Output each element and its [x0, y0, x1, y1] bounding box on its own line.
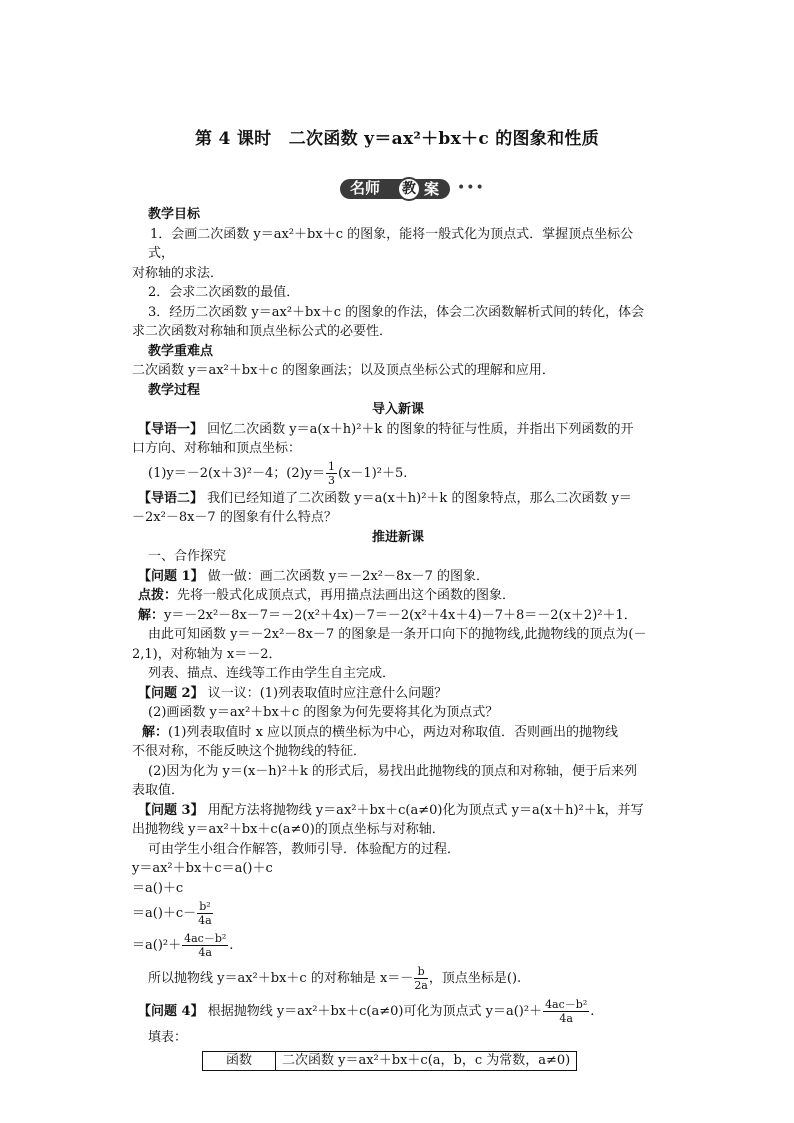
goal-3-cont: 求二次函数对称轴和顶点坐标公式的必要性． — [132, 324, 393, 339]
goal-3: 3．经历二次函数 y＝ax²＋bx＋c 的图象的作法，体会二次函数解析式间的转化，体会 — [148, 304, 645, 320]
goal-2: 2．会求二次函数的最值． — [148, 285, 300, 300]
banner-dots: ••• — [457, 180, 485, 196]
heading-teaching-goals: 教学目标 — [148, 207, 201, 222]
intro-1-functions: (1)y＝－2(x＋3)²－4；(2)y＝ $\frac{1}{3}$ (x－1)²＋5. — [148, 459, 408, 487]
banner-text-jiao: 教 — [402, 181, 416, 197]
axis-and-vertex: 所以抛物线 y＝ax²＋bx＋c 的对称轴是 x＝－ $\frac{b}{2a}$ ，顶点坐标是(). — [148, 965, 522, 992]
answer-2-part2-cont: 表取值． — [132, 783, 185, 798]
intro-1-cont: 口方向、对称轴和顶点坐标： — [132, 441, 302, 456]
banner-circle — [397, 177, 421, 201]
goal-1: 1．会画二次函数 y＝ax²＋bx＋c 的图象，能将一般式化为顶点式．掌握顶点坐标公式， — [148, 226, 634, 261]
question-1: 【问题 1】 做一做：画二次函数 y＝－2x²－8x－7 的图象． — [138, 568, 490, 584]
key-points: 二次函数 y＝ax²＋bx＋c 的图象画法；以及顶点坐标公式的理解和应用． — [132, 363, 555, 378]
hint: 点拨：先将一般式化成顶点式，再用描点法画出这个函数的图象． — [138, 588, 516, 603]
heading-key-points: 教学重难点 — [148, 343, 214, 359]
fraction-vertex-y: $\frac{\text{4ac－b²}}{4a}$ — [184, 932, 227, 959]
question-2-part2: (2)画函数 y＝ax²＋bx＋c 的图象为何先要将其化为顶点式？ — [148, 705, 499, 720]
page-title: 第 4 课时 二次函数 y＝ax²＋bx＋c 的图象和性质 — [194, 129, 600, 149]
derivation-line-1: y＝ax²＋bx＋c＝a()＋c — [132, 861, 273, 876]
derivation-line-2: ＝a()＋c — [132, 880, 184, 896]
table-header-quadratic: 二次函数 y＝ax²＋bx＋c(a，b，c 为常数，a≠0) — [276, 1051, 577, 1070]
fraction-vertex-y-2: $\frac{\text{4ac－b²}}{4a}$ — [545, 998, 588, 1025]
banner-text-an: 案 — [424, 180, 440, 198]
heading-teaching-process: 教学过程 — [148, 382, 201, 398]
explore-heading: 一、合作探究 — [148, 549, 227, 564]
section-intro: 导入新课 — [371, 402, 424, 417]
table-row — [203, 1051, 577, 1070]
question-3: 【问题 3】 用配方法将抛物线 y＝ax²＋bx＋c(a≠0)化为顶点式 y＝a(x＋h)²＋k，并写 — [138, 802, 644, 818]
intro-1: 【导语一】 回忆二次函数 y＝a(x＋h)²＋k 的图象的特征与性质，并指出下列函数的开 — [138, 421, 634, 437]
derivation-line-3: ＝a()＋c－ $\frac{\text{b²}}{4a}$ — [132, 900, 212, 927]
solution-1-line2: 由此可知函数 y＝－2x²－8x－7 的图象是一条开口向下的抛物线,此抛物线的顶点为(－ — [148, 627, 647, 642]
fraction-one-third: $\frac{1}{3}$ — [328, 459, 336, 487]
solution-1: 解：y＝－2x²－8x－7＝－2(x²＋4x)－7＝－2(x²＋4x＋4)－7＋8＝－2(x＋2)²＋1． — [138, 607, 637, 623]
property-table — [202, 1051, 577, 1071]
derivation-line-4: ＝a()²＋ $\frac{\text{4ac－b²}}{4a}$ . — [132, 932, 234, 959]
answer-2: 解：(1)列表取值时 x 应以顶点的横坐标为中心，两边对称取值．否则画出的抛物线 — [142, 724, 619, 740]
lesson-content — [132, 205, 648, 1071]
answer-2-cont: 不很对称，不能反映这个抛物线的特征． — [132, 744, 367, 759]
solution-1-line2-cont: 2,1)，对称轴为 x＝－2． — [132, 646, 282, 662]
fraction-b-over-2a: $\frac{b}{2a}$ — [414, 965, 428, 992]
teacher-plan-banner — [340, 177, 525, 201]
intro-2-cont: －2x²－8x－7 的图象有什么特点？ — [132, 510, 337, 525]
solution-1-line3: 列表、描点、连线等工作由学生自主完成． — [148, 666, 396, 681]
banner-text-mingshi: 名师 — [350, 179, 381, 197]
question-3-guide: 可由学生小组合作解答，教师引导．体验配方的过程． — [148, 841, 461, 857]
intro-2: 【导语二】 我们已经知道了二次函数 y＝a(x＋h)²＋k 的图象特点，那么二次函数 y＝ — [138, 490, 632, 506]
table-header-function: 函数 — [203, 1051, 276, 1070]
fraction-b2-over-4a: $\frac{\text{b²}}{4a}$ — [198, 900, 212, 927]
question-2: 【问题 2】 议一议：(1)列表取值时应注意什么问题？ — [138, 685, 448, 701]
fill-table-label: 填表： — [148, 1030, 188, 1045]
question-4: 【问题 4】 根据抛物线 y＝ax²＋bx＋c(a≠0)可化为顶点式 y＝a()²＋ $\frac{\text{4ac－b²}}{4a}$ . — [138, 998, 595, 1025]
question-3-cont: 出抛物线 y＝ax²＋bx＋c(a≠0)的顶点坐标与对称轴． — [132, 822, 445, 837]
answer-2-part2: (2)因为化为 y＝(x－h)²＋k 的形式后，易找出此抛物线的顶点和对称轴，便于后来列 — [148, 763, 637, 779]
goal-1-cont: 对称轴的求法． — [132, 265, 224, 281]
section-new-lesson: 推进新课 — [371, 529, 424, 545]
